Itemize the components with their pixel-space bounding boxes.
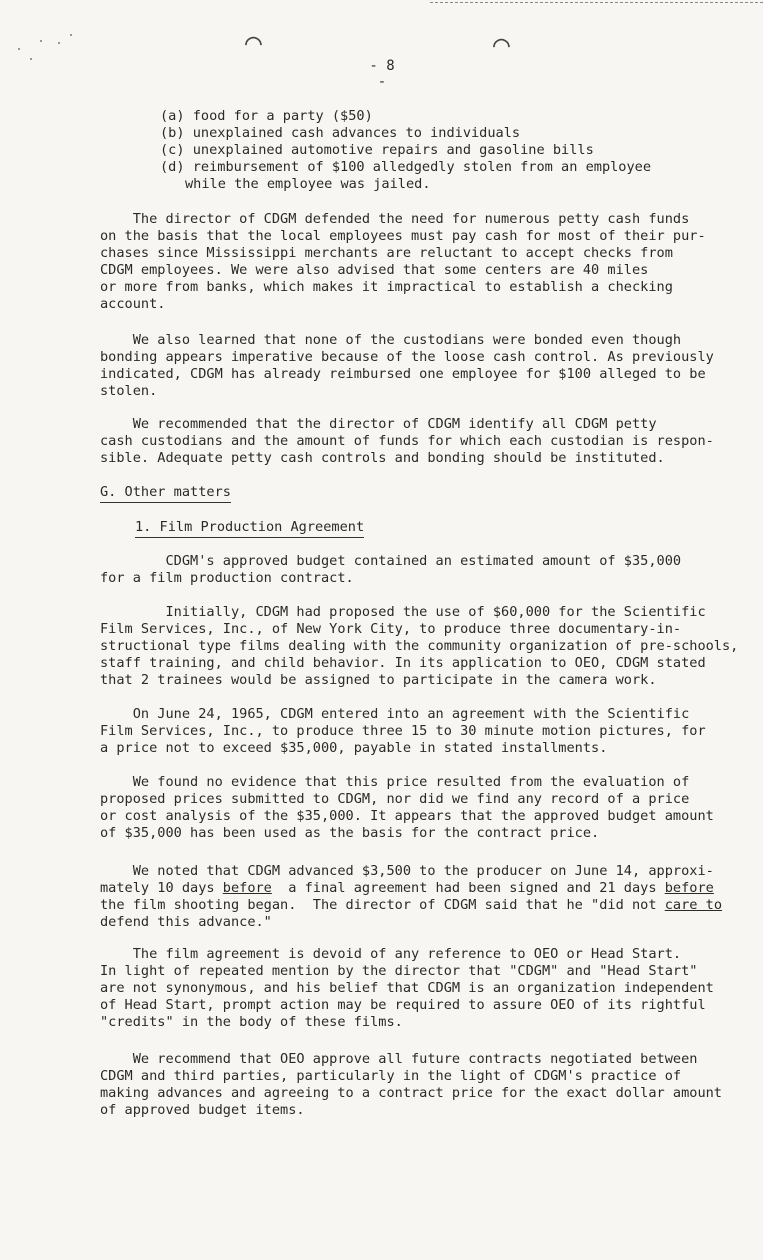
text-line: bonding appears imperative because of the loose cash control. As previously: [100, 349, 714, 365]
text-line: [100, 880, 714, 897]
text-line: Film Services, Inc., to produce three 15 to 30 minute motion pictures, for: [100, 723, 706, 739]
text-line: of approved budget items.: [100, 1102, 305, 1118]
text-line: indicated, CDGM has already reimbursed one employee for $100 alleged to be: [100, 366, 706, 382]
paragraph-approved-budget: [100, 553, 690, 587]
text-run: the film shooting began. The director of CDGM said that he "did not: [100, 897, 665, 913]
paragraph-petty-cash-defense: [100, 211, 706, 313]
text-line: We noted that CDGM advanced $3,500 to the producer on June 14, approxi-: [100, 863, 714, 879]
emphasis-care-to: care to: [664, 897, 723, 913]
text-line: The director of CDGM defended the need for numerous petty cash funds: [100, 211, 690, 227]
text-line: a price not to exceed $35,000, payable in stated installments.: [100, 740, 608, 756]
text-line: CDGM employees. We were also advised that some centers are 40 miles: [100, 262, 649, 278]
emphasis-before-2: before: [664, 880, 714, 896]
scan-speck: [70, 34, 72, 36]
text-line: that 2 trainees would be assigned to participate in the camera work.: [100, 672, 657, 688]
top-edge-rule: [430, 2, 763, 3]
text-line: Initially, CDGM had proposed the use of $60,000 for the Scientific: [100, 604, 706, 620]
list-item: (b) unexplained cash advances to individuals: [160, 125, 521, 141]
subsection-heading-text: 1. Film Production Agreement: [135, 519, 364, 538]
paragraph-agreement-date: [100, 706, 706, 757]
text-line: proposed prices submitted to CDGM, nor did we find any record of a price: [100, 791, 690, 807]
text-line: on the basis that the local employees must pay cash for most of their pur-: [100, 228, 706, 244]
section-heading-text: G. Other matters: [100, 484, 231, 503]
paragraph-recommendation-custodians: [100, 416, 714, 467]
scan-speck: [40, 40, 42, 42]
text-line: We recommended that the director of CDGM identify all CDGM petty: [100, 416, 657, 432]
text-line: sible. Adequate petty cash controls and bonding should be instituted.: [100, 450, 665, 466]
text-line: stolen.: [100, 383, 158, 399]
binder-hole-mark-right: ⌒: [493, 27, 510, 60]
text-line: staff training, and child behavior. In its application to OEO, CDGM stated: [100, 655, 706, 671]
paragraph-no-evidence: [100, 774, 714, 842]
subsection-heading: [135, 519, 364, 538]
text-line: CDGM's approved budget contained an estimated amount of $35,000: [100, 553, 682, 569]
text-line: account.: [100, 296, 166, 312]
paragraph-custodians-bonding: [100, 332, 714, 400]
binder-hole-mark-left: ⌒: [245, 25, 262, 58]
text-line: Film Services, Inc., of New York City, to produce three documentary-in-: [100, 621, 682, 637]
text-run: mately 10 days: [100, 880, 223, 896]
text-line: structional type films dealing with the community organization of pre-schools,: [100, 638, 739, 654]
text-line: The film agreement is devoid of any reference to OEO or Head Start.: [100, 946, 682, 962]
list-item: (a) food for a party ($50): [160, 108, 373, 124]
text-line: We found no evidence that this price resulted from the evaluation of: [100, 774, 690, 790]
expense-list: [160, 108, 651, 193]
text-line: We recommend that OEO approve all future contracts negotiated between: [100, 1051, 698, 1067]
text-line: or more from banks, which makes it impractical to establish a checking: [100, 279, 673, 295]
text-line: of Head Start, prompt action may be required to assure OEO of its rightful: [100, 997, 706, 1013]
text-line: are not synonymous, and his belief that CDGM is an organization independent: [100, 980, 714, 996]
list-item-continuation: while the employee was jailed.: [185, 176, 431, 192]
section-heading: [100, 484, 231, 503]
scan-speck: [30, 58, 32, 60]
text-line: On June 24, 1965, CDGM entered into an agreement with the Scientific: [100, 706, 690, 722]
text-line: defend this advance.": [100, 914, 272, 930]
emphasis-before-1: before: [222, 880, 272, 896]
paragraph-final-recommendation: [100, 1051, 722, 1119]
text-line: for a film production contract.: [100, 570, 354, 586]
text-line: making advances and agreeing to a contract price for the exact dollar amount: [100, 1085, 722, 1101]
text-line: CDGM and third parties, particularly in the light of CDGM's practice of: [100, 1068, 682, 1084]
page-number: - 8 -: [369, 58, 395, 90]
text-run: a final agreement had been signed and 21 days: [271, 880, 665, 896]
text-line: We also learned that none of the custodians were bonded even though: [100, 332, 682, 348]
list-item: (d) reimbursement of $100 alledgedly stolen from an employee: [160, 159, 652, 175]
scan-speck: [18, 48, 20, 50]
text-line: "credits" in the body of these films.: [100, 1014, 403, 1030]
text-line: [100, 897, 723, 914]
paragraph-advance: [100, 863, 723, 931]
paragraph-film-agreement: [100, 946, 714, 1031]
paragraph-initial-proposal: [100, 604, 739, 689]
text-line: In light of repeated mention by the director that "CDGM" and "Head Start": [100, 963, 698, 979]
list-item: (c) unexplained automotive repairs and gasoline bills: [160, 142, 594, 158]
text-line: chases since Mississippi merchants are reluctant to accept checks from: [100, 245, 673, 261]
scan-speck: [58, 42, 60, 44]
text-line: or cost analysis of the $35,000. It appears that the approved budget amount: [100, 808, 714, 824]
text-line: of $35,000 has been used as the basis for the contract price.: [100, 825, 600, 841]
text-line: cash custodians and the amount of funds for which each custodian is respon-: [100, 433, 714, 449]
